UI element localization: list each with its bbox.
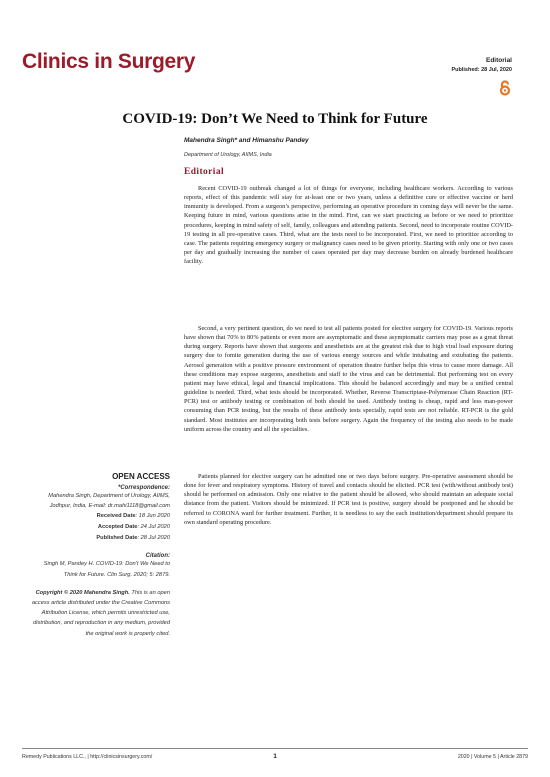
citation-label: Citation:: [145, 553, 170, 560]
footer-divider: [22, 748, 528, 749]
accepted-date-label: Accepted Date: [97, 524, 138, 531]
copyright-text: This is an open access article distributed under the Creative Commons Attribution License, which permits unrestricted use, distribution, and reproduction in any medium, provided the original work is properly cited.: [31, 589, 170, 637]
footer-volume-info: 2020 | Volume 5 | Article 2879: [457, 754, 528, 760]
correspondence-label: *Correspondence:: [117, 485, 170, 491]
open-access-lock-icon: [498, 80, 512, 96]
correspondence-text: Mahendra Singh, Department of Urology, AIIMS, Jodhpur, India, E-mail: dr.mahi1118@gmail.com: [48, 493, 170, 510]
body-paragraph: Recent COVID-19 outbreak changed a lot of things for everyone, including healthcare workers. According to various reports, effect of this pandemic will stay for at-least one or two years, unless a definitive cure or effective vaccine or herd immunity is developed. From a surgeon’s perspective, performing an operative procedure in coming days will never be the same. Keeping future in mind, various questions arise in the mind. First, can we start practicing as before or we need to prioritize procedures, keeping in mind safety of self, family, colleagues and attending patients. Second, need to incorporate routine COVID-19 testing in all pre-operative cases. Third, what are the tests need to be incorporated. First, we need to prioritize according to case. The patients requiring emergency surgery or malignancy cases need to be given priority. Starting with only one or two cases per day and gradually increasing the number of cases operated per day may decrease burden on already burdened healthcare facility.: [184, 185, 513, 266]
body-paragraph: Second, a very pertinent question, do we need to test all patients posted for elective surgery for COVID-19. Various reports have shown that 70% to 80% patients or even more are asymptomatic and these asymptomatic carriers may pose as a great threat during surgery. Reports have shown that surgeons and anesthetists are at the greatest risk due to high viral load exposure during surgery due to fomite generation during the use of various energy sources and while intubating and extubating the patients. Aerosol generation with a positive pressure environment of operation theatre further helps this virus to cause more damage. All these conditions may expose surgeons, anesthetists and staff to the virus and can be detrimental. But performing test on every patient may have ethical, legal and financial implications. This should be balanced accordingly and may be a unified central guideline is needed. Third, what tests should be incorporated. Whether, Reverse Transcriptase-Polymerase Chain Reaction (RT-PCR) test or antibody testing or combination of both should be used. Antibody testing is cheap, rapid and less man-power consuming than PCR testing, but the results of these antibody tests specially, rapid tests are not reliable. RT-PCR is the gold standard. Most institutes are incorporating both tests before surgery. Again the frequency of the testing also needs to be made uniform across the country and all the specialties.: [184, 325, 513, 433]
author-list: Mahendra Singh* and Himanshu Pandey: [184, 137, 309, 144]
section-heading: Editorial: [184, 167, 225, 177]
copyright-notice: [30, 588, 170, 639]
open-access-label: OPEN ACCESS: [112, 472, 170, 481]
article-title: COVID-19: Don’t We Need to Think for Future: [122, 111, 428, 127]
body-paragraph: Patients planned for elective surgery can be admitted one or two days before surgery. Pre-operative assessment should be done for fever and respiratory symptoms. History of travel and contacts should be elicited. PCR test (with/without antibody test) should be performed on admission. Only one relative to the patient should be allowed, who should maintain an adequate social distance from the patient. Visitors should be minimized. If PCR test is positive, surgery should be postponed and he should be referred to CORONA ward for further treatment. Further, it is needless to say the each institution/department should prepare its own standard operating procedure.: [184, 473, 513, 526]
footer-publisher: Remedy Publications LLC., | http://clinicsinsurgery.com/: [22, 754, 153, 760]
received-date-value: : 18 Jun 2020: [135, 513, 170, 520]
published-date-value: : 28 Jul 2020: [137, 535, 170, 542]
accepted-date: [30, 522, 170, 533]
page-number: 1: [273, 753, 277, 760]
published-date-label: Published Date: [96, 535, 138, 542]
citation-text: Singh M, Pandey H. COVID-19: Don’t We Need to Think for Future. Clin Surg. 2020; 5: 2879.: [43, 561, 170, 578]
accepted-date-value: : 24 Jul 2020: [137, 524, 170, 531]
received-date: [30, 511, 170, 522]
published-date: [30, 533, 170, 544]
author-affiliation: Department of Urology, AIIMS, India: [184, 152, 272, 158]
article-info-sidebar: [30, 472, 170, 639]
received-date-label: Received Date: [96, 513, 136, 520]
published-date-header: Published: 28 Jul, 2020: [451, 67, 512, 73]
journal-title: Clinics in Surgery: [22, 50, 196, 73]
article-type-label: Editorial: [485, 57, 512, 64]
copyright-label: Copyright © 2020 Mahendra Singh.: [35, 589, 130, 596]
